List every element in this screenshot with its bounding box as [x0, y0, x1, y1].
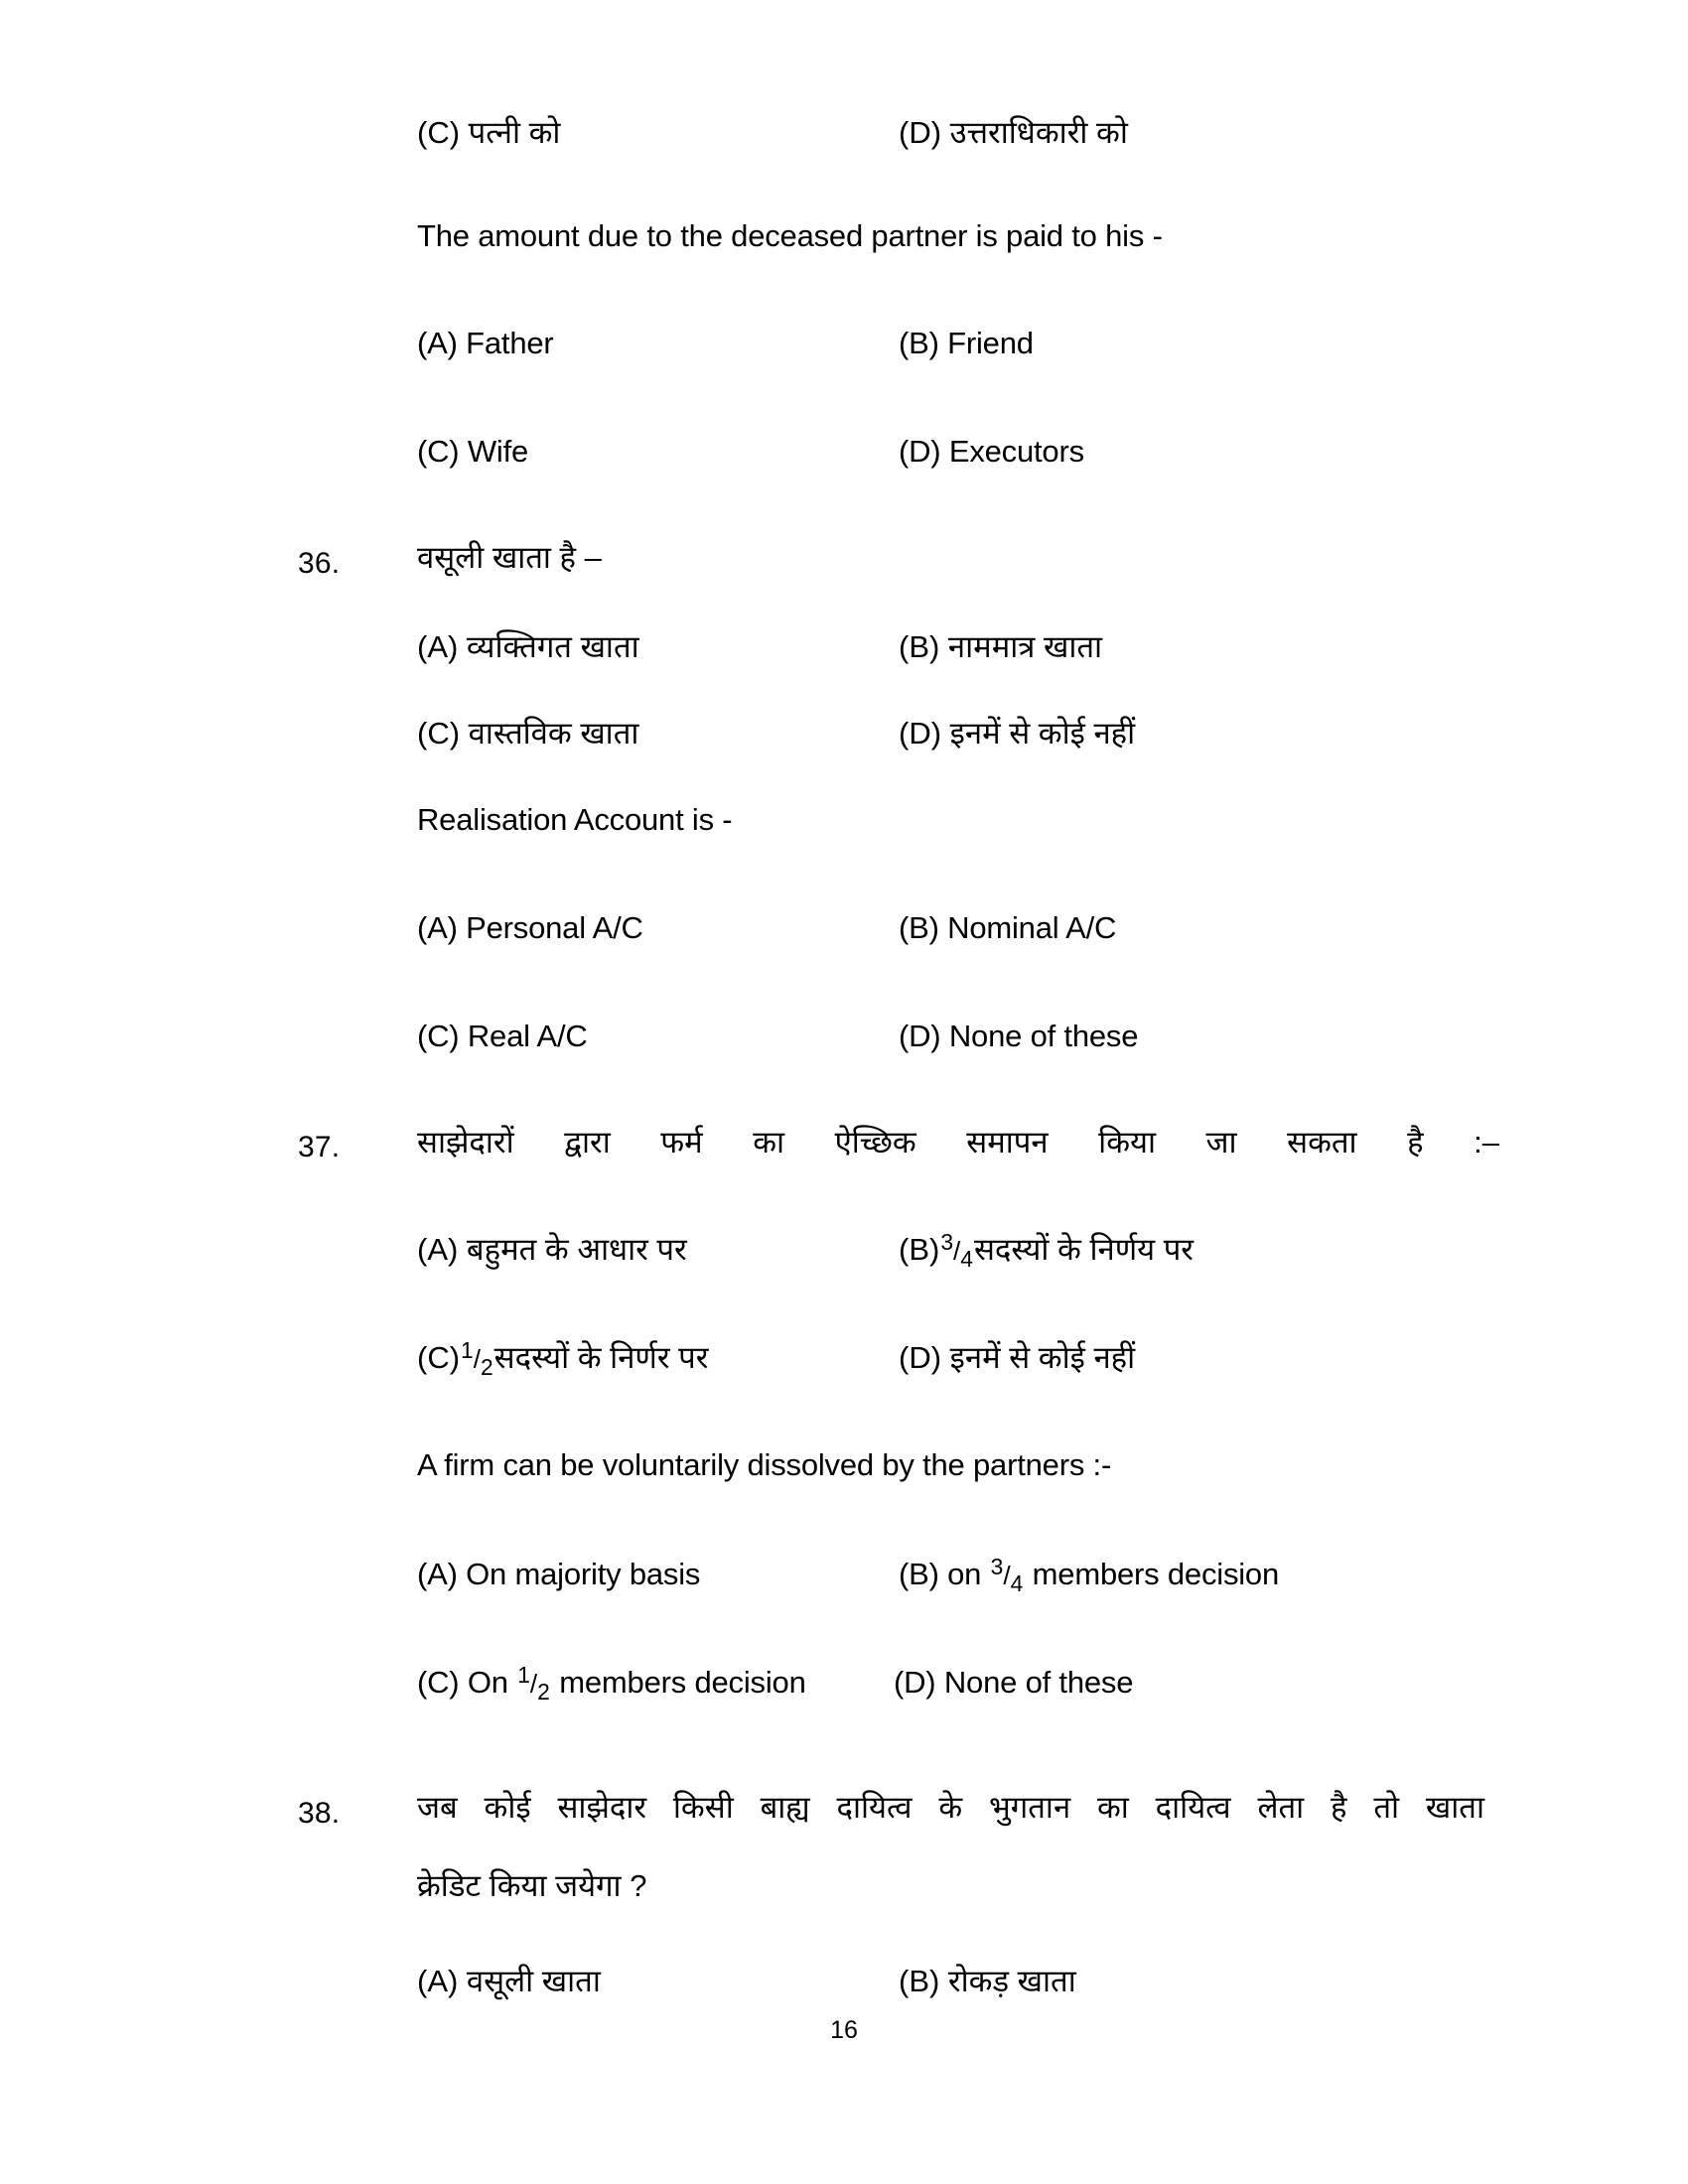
- fraction-denominator: 4: [960, 1245, 973, 1272]
- q37-option-c-english-prefix: (C) On: [417, 1665, 508, 1700]
- q36-option-c-hindi: (C) वास्तविक खाता: [417, 716, 639, 751]
- q35-option-d-hindi: (D) उत्तराधिकारी को: [899, 115, 1128, 150]
- fraction-slash: /: [1003, 1561, 1011, 1590]
- q36-option-a-hindi: (A) व्यक्तिगत खाता: [417, 629, 639, 664]
- q37-option-c-hindi-suffix: सदस्यों के निर्णर पर: [493, 1340, 709, 1375]
- q35-option-a-english: (A) Father: [417, 326, 554, 360]
- fraction-three-quarters-icon: [940, 1229, 973, 1272]
- q37-option-b-english: [899, 1554, 1280, 1596]
- page-number: 16: [830, 2016, 858, 2044]
- fraction-numerator: 3: [990, 1554, 1004, 1580]
- q36-option-a-english: (A) Personal A/C: [417, 910, 643, 945]
- q36-stem-hindi: वसूली खाता है –: [417, 540, 602, 575]
- fraction-slash: /: [473, 1344, 481, 1374]
- q37-option-c-hindi: [417, 1337, 709, 1380]
- q38-number: 38.: [298, 1797, 341, 1830]
- q37-number: 37.: [298, 1131, 341, 1163]
- q36-option-b-english: (B) Nominal A/C: [899, 910, 1117, 945]
- q35-option-c-hindi: (C) पत्नी को: [417, 115, 561, 150]
- fraction-one-half-icon: [517, 1662, 550, 1705]
- fraction-numerator: 1: [461, 1337, 474, 1364]
- q36-option-d-english: (D) None of these: [899, 1019, 1139, 1053]
- q37-option-d-hindi: (D) इनमें से कोई नहीं: [899, 1340, 1136, 1375]
- fraction-slash: /: [953, 1236, 961, 1266]
- q38-option-b-hindi: (B) रोकड़ खाता: [899, 1964, 1076, 1998]
- q35-option-d-english: (D) Executors: [899, 434, 1084, 469]
- q38-stem-hindi-line2: क्रेडिट किया जयेगा ?: [417, 1868, 647, 1903]
- q37-option-b-hindi-prefix: (B): [899, 1232, 940, 1267]
- fraction-denominator: 4: [1010, 1570, 1024, 1596]
- q37-option-c-english: [417, 1662, 806, 1705]
- q35-option-b-english: (B) Friend: [899, 326, 1034, 360]
- fraction-denominator: 2: [537, 1678, 550, 1705]
- q37-option-b-english-prefix: (B) on: [899, 1557, 982, 1591]
- fraction-numerator: 1: [517, 1662, 530, 1689]
- q36-option-d-hindi: (D) इनमें से कोई नहीं: [899, 716, 1136, 751]
- fraction-slash: /: [529, 1669, 538, 1699]
- fraction-numerator: 3: [940, 1229, 954, 1256]
- q37-option-d-english: (D) None of these: [894, 1665, 1134, 1700]
- q37-option-a-english: (A) On majority basis: [417, 1557, 701, 1591]
- q35-stem-english: The amount due to the deceased partner is paid to his -: [417, 218, 1163, 253]
- q37-option-c-hindi-prefix: (C): [417, 1340, 461, 1375]
- q36-option-c-english: (C) Real A/C: [417, 1019, 588, 1053]
- q37-stem-hindi: साझेदारों द्वारा फर्म का ऐच्छिक समापन किया जा सकता है :–: [417, 1125, 1499, 1160]
- q38-option-a-hindi: (A) वसूली खाता: [417, 1964, 601, 1998]
- q38-stem-hindi-line1: जब कोई साझेदार किसी बाह्य दायित्व के भुगतान का दायित्व लेता है तो खाता: [417, 1790, 1484, 1825]
- q37-option-c-english-suffix: members decision: [559, 1665, 806, 1700]
- fraction-one-half-icon: [461, 1337, 493, 1380]
- q36-option-b-hindi: (B) नाममात्र खाता: [899, 629, 1103, 664]
- q37-option-b-hindi: [899, 1229, 1194, 1272]
- q37-option-b-hindi-suffix: सदस्यों के निर्णय पर: [973, 1232, 1194, 1267]
- fraction-three-quarters-icon: [990, 1554, 1024, 1596]
- q36-number: 36.: [298, 547, 341, 580]
- q37-stem-english: A firm can be voluntarily dissolved by the partners :-: [417, 1447, 1112, 1482]
- fraction-denominator: 2: [480, 1353, 493, 1380]
- q35-option-c-english: (C) Wife: [417, 434, 529, 469]
- q37-option-a-hindi: (A) बहुमत के आधार पर: [417, 1232, 687, 1267]
- q37-option-b-english-suffix: members decision: [1032, 1557, 1280, 1591]
- q36-stem-english: Realisation Account is -: [417, 802, 733, 837]
